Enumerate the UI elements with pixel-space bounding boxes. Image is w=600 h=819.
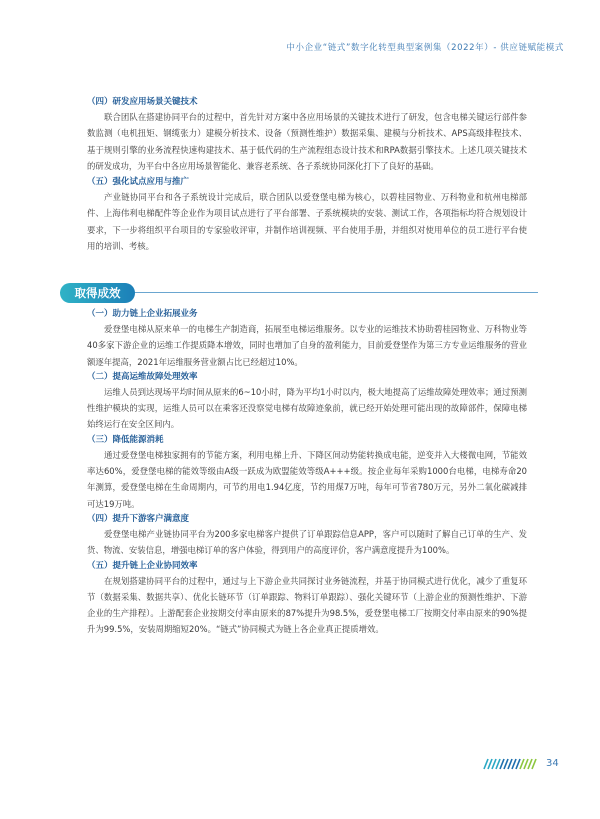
subsection-heading: （四）研发应用场景关键技术 bbox=[87, 97, 198, 107]
stripe bbox=[484, 759, 488, 769]
result-heading: （四）提升下游客户满意度 bbox=[87, 513, 190, 524]
result-item bbox=[87, 370, 527, 433]
section-header bbox=[60, 283, 538, 303]
paragraph: 产业链协同平台和各子系统设计完成后，联合团队以爱登堡电梯为核心，以碧桂园物业、万科物业和杭州电梯部件、上海伟利电梯配件等企业作为项目试点进行了平台部署、子系统模块的安装、测试工作，各项指标均符合规划设计要求，下一步将组织平台项目的专家验收评审，并制作培训视频、平台使用手册，并组织对使用单位的员工进行平台使用的培训、考核。 bbox=[87, 192, 527, 252]
subsection-r-and-d bbox=[87, 95, 527, 174]
stripe bbox=[500, 759, 504, 769]
result-heading: （五）提升链上企业协同效率 bbox=[87, 560, 198, 571]
result-item bbox=[87, 512, 527, 559]
body-part2 bbox=[87, 307, 527, 638]
subsection-heading: （五）强化试点应用与推广 bbox=[87, 177, 190, 188]
result-item bbox=[87, 433, 527, 512]
paragraph: 通过爱登堡电梯独家拥有的节能方案，利用电梯上升、下降区间动势能转换成电能，逆变并入大楼微电网，节能效率达60%，爱登堡电梯的能效等级由A级一跃成为欧盟能效等级A+++级。按企业每年采购1000台电梯，电梯寿命20年测算，爱登堡电梯在生命周期内，可节约用电1.94亿度，节约用煤7万吨，每年可节省780万元，另外二氧化碳减排可达19万吨。 bbox=[87, 449, 527, 509]
section-title: 取得成效 bbox=[60, 283, 135, 303]
stripe bbox=[488, 759, 492, 769]
result-item bbox=[87, 307, 527, 370]
stripe bbox=[496, 759, 500, 769]
paragraph: 爱登堡电梯产业链协同平台为200多家电梯客户提供了订单跟踪信息APP，客户可以随时了解自己订单的生产、发货、物流、安装信息，增强电梯订单的客户体验，得到用户的高度评价，客户满意度提升为100%。 bbox=[87, 528, 527, 556]
stripe bbox=[492, 759, 496, 769]
subsection-pilot bbox=[87, 175, 527, 254]
result-item bbox=[87, 559, 527, 638]
paragraph: 运维人员到达现场平均时间从原来的6~10小时，降为平均1小时以内，极大地提高了运维故障处理效率；通过预测性维护模块的实现，运维人员可以在乘客还没察觉电梯有故障迹象前，就已经开始处理可能出现的故障部件，保障电梯始终运行在安全区间内。 bbox=[87, 386, 527, 430]
stripe bbox=[532, 759, 536, 769]
paragraph: 爱登堡电梯从原来单一的电梯生产制造商，拓展至电梯运维服务。以专业的运维技术协助碧桂园物业、万科物业等40多家下游企业的运维工作提质降本增效，同时也增加了自身的盈利能力，目前爱登堡作为第三方专业运维服务的营业额逐年提高，2021年运维服务营业额占比已经超过10%。 bbox=[87, 324, 527, 367]
result-heading: （一）助力链上企业拓展业务 bbox=[87, 309, 198, 319]
result-heading: （二）提高运维故障处理效率 bbox=[87, 371, 198, 382]
stripe bbox=[524, 759, 528, 769]
page-number: 34 bbox=[546, 758, 559, 769]
stripe bbox=[520, 759, 524, 769]
result-heading: （三）降低能源消耗 bbox=[87, 434, 164, 445]
stripe bbox=[516, 759, 520, 769]
stripe bbox=[504, 759, 508, 769]
body-part1 bbox=[87, 95, 527, 254]
footer-stripes-decoration bbox=[480, 758, 540, 770]
stripe bbox=[528, 759, 532, 769]
running-header: 中小企业“链式”数字化转型典型案例集（2022年）- 供应链赋能模式 bbox=[286, 43, 564, 53]
stripe bbox=[512, 759, 516, 769]
paragraph: 联合团队在搭建协同平台的过程中，首先针对方案中各应用场景的关键技术进行了研发，包含电梯关键运行部件参数监测（电机扭矩、钢缆张力）建模分析技术、设备（预测性维护）数据采集、建模与分析技术、APS高级排程技术、基于规则引擎的业务流程快速构建技术、基于低代码的生产流程组态设计技术和RPA数据引擎技术。上述几项关键技术的研发成功，为平台中各应用场景智能化、兼容老系统、各子系统协同深化打下了良好的基础。 bbox=[87, 112, 527, 171]
stripe bbox=[508, 759, 512, 769]
paragraph: 在规划搭建协同平台的过程中，通过与上下游企业共同探讨业务链流程，并基于协同模式进行优化，减少了重复环节（数据采集、数据共享）、优化长链环节（订单跟踪、物料订单跟踪）、强化关键环节（上游企业的预测性维护、下游企业的生产排程）。上游配套企业按期交付率由原来的87%提升为98.5%，爱登堡电梯工厂按期交付率由原来的90%提升为99.5%，安装周期缩短20%。“链式”协同模式为链上各企业真正提质增效。 bbox=[87, 575, 527, 635]
